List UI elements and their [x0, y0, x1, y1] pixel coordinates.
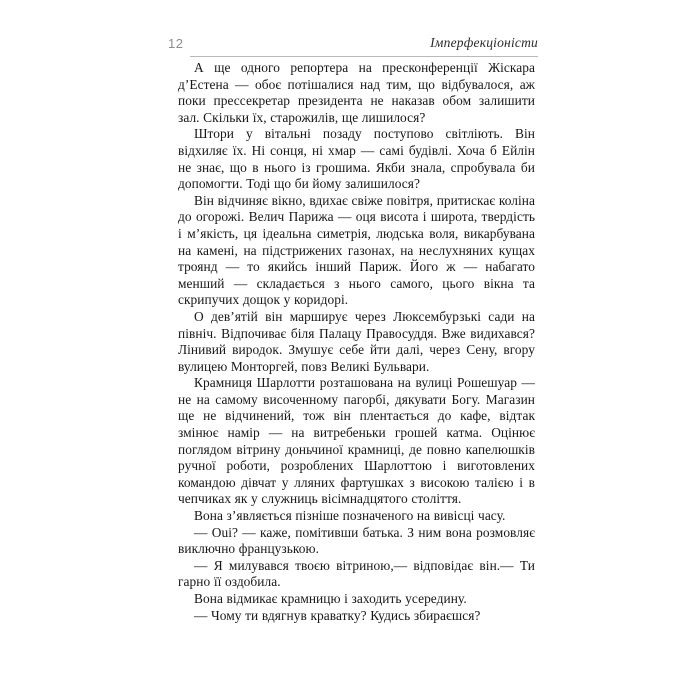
paragraph: А ще одного репортера на пресконференції Жіскара д’Естена — обоє потішалися над тим, що відбувалося, аж поки прессекретар президента не наказав обом залишити зал. Скільки їх, старожилів, ще лишилося?	[178, 60, 535, 125]
paragraph: Вона з’являється пізніше позначеного на вивісці часу.	[194, 508, 506, 524]
page-number: 12	[168, 36, 184, 51]
paragraph: Штори у вітальні позаду поступово світліють. Він відхиляє їх. Ні сонця, ні хмар — самі будівлі. Хоча б Ейлін не знає, що в нього із грошима. Якби знала, спробувала би допомогти. Тоді що би йому залишилося?	[178, 126, 535, 192]
dialogue-line: — Oui? — каже, помітивши батька. З ним вона розмовляє виключно французькою.	[178, 524, 535, 557]
running-header	[168, 36, 538, 58]
paragraph: Він відчиняє вікно, вдихає свіже повітря, притискає коліна до огорожі. Велич Парижа — оця висота і широта, твердість і м’якість, ця ідеальна симетрія, людська воля, викарбувана на камені, на підстрижених газонах, на неслухняних кущах троянд — то якийсь інший Париж. Його ж — набагато менший — складається з нього самого, цього вікна та скрипучих дощок у коридорі.	[178, 192, 535, 308]
paragraph: О дев’ятій він марширує через Люксембурзькі сади на північ. Відпочиває біля Палацу Правосуддя. Вже видихався? Лінивий виродок. Змушує себе йти далі, через Сену, вгору вулицею Монторгей, повз Великі Бульвари.	[178, 308, 535, 374]
paragraph: Вона відмикає крамницю і заходить усередину.	[194, 591, 467, 606]
header-divider	[190, 56, 538, 57]
book-title: Імперфекціоністи	[430, 35, 538, 50]
dialogue-line: — Я милувався твоєю вітриною,— відповідає він.— Ти гарно її оздобила.	[178, 557, 535, 590]
body-text	[178, 60, 535, 624]
dialogue-line: — Чому ти вдягнув краватку? Кудись збираєшся?	[194, 607, 481, 623]
paragraph: Крамниця Шарлотти розташована на вулиці Рошешуар — не на самому височенному пагорбі, дякувати Богу. Магазин ще не відчинений, тож він плентається до кафе, відтак змінює намір — на витребеньки грошей катма. Оцінює поглядом вітрину доньчиної крамниці, де повно капелюшків ручної роботи, розроблених Шарлоттою і виготовлених командою дівчат у лляних фартушках з високою талією і в чепчиках як у служниць вісімнадцятого століття.	[178, 375, 535, 507]
